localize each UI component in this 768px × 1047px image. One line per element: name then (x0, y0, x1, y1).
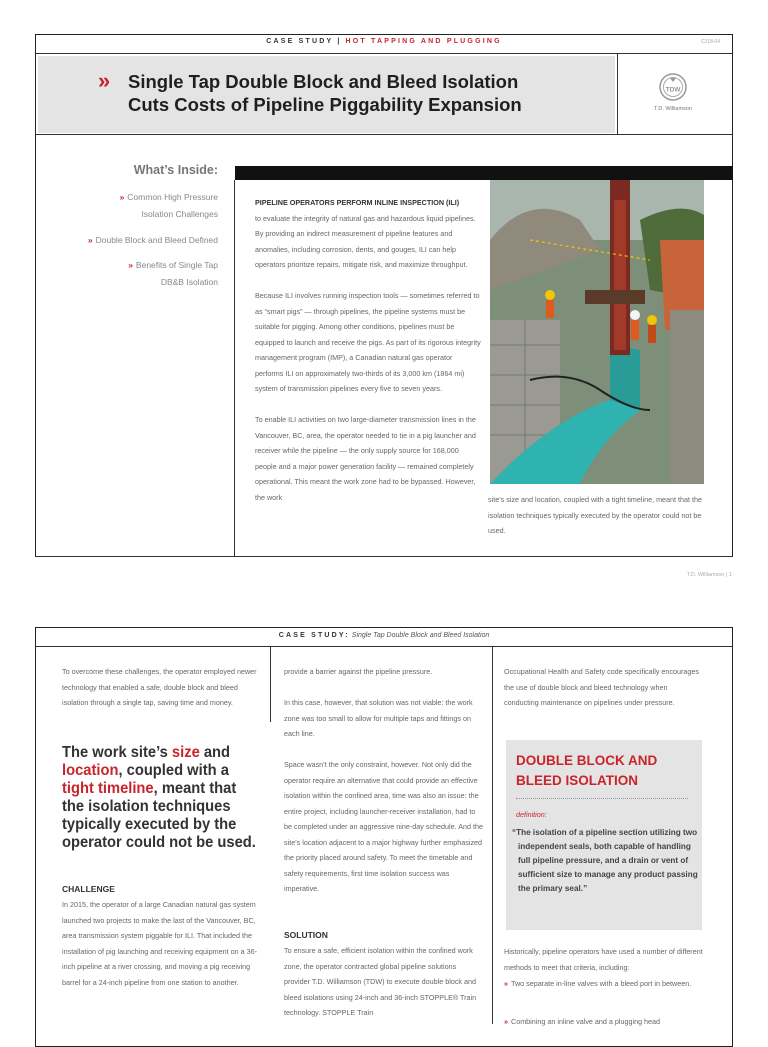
whats-inside-item: » Double Block and Bleed Defined (87, 235, 218, 245)
continued-paragraph: site’s size and location, coupled with a tight timeline, meant that the isolation techniques typically executed by the operator could not be used. (488, 495, 703, 535)
paragraph: Because ILI involves running inspection tools — sometimes referred to as “smart pigs” — through pipelines, the pipeline systems must be suitable for pigging. Among other conditions, pipelines must be equipped to launch and receive the pigs. As part of its rigorous integrity management program (IMP), a Canadian natural gas operator performs ILI on approximately two-thirds of its 3,000 km (1864 mi) system of transmission pipelines every five to seven years. (255, 291, 481, 393)
section-bar (235, 166, 733, 180)
lead-in: PIPELINE OPERATORS PERFORM INLINE INSPECTION (ILI) (255, 198, 460, 207)
pull-quote: The work site’s size and location, coupled with a tight timeline, meant that the isolation techniques typically executed by the operator could not be used. (62, 744, 256, 851)
chevron-icon: » (128, 260, 133, 270)
whats-inside-title: What’s Inside: (133, 163, 218, 177)
definition-quote: “The isolation of a pipeline section utilizing two independent seals, both capable of handling full pipeline pressure, and a drain or vent of sufficient size to manage any product passing the primary seal.” (512, 828, 698, 893)
case-study-header (35, 632, 733, 639)
page-footer: T.D. Williamson | 1 (686, 572, 732, 578)
paragraph: In 2015, the operator of a large Canadian natural gas system launched two projects to make the last of the Vancouver, BC, area transmission system piggable for ILI. That included the installation of pig launching and receiving equipment on a 36-inch pipeline at a river crossing, and moving a pig receiving barrel for a 24-inch pipeline from one station to another. (62, 900, 257, 987)
divider (35, 53, 733, 54)
case-study-label: CASE STUDY: (278, 632, 350, 639)
paragraph: Occupational Health and Safety code specifically encourages the use of double block and bleed technology when conducting maintenance on pipelines under pressure. (504, 667, 699, 707)
chevron-icon: » (119, 192, 125, 202)
bullet-item: » Combining an inline valve and a plugging head (504, 1017, 661, 1026)
document-code: C218-04 (700, 39, 720, 45)
whats-inside-item: » Benefits of Single Tap DB&B Isolation (128, 260, 218, 287)
chevron-icon: » (504, 979, 508, 988)
logo-name: T.D. Williamson (654, 106, 692, 112)
paragraph: To overcome these challenges, the operator employed newer technology that enabled a safe, double block and bleed isolation through a single tap, saving time and money. (62, 667, 257, 707)
paragraph: to evaluate the integrity of natural gas and hazardous liquid pipelines. By providing an indirect measurement of pipeline features and anomalies, including corrosion, dents, and gouges, ILI can help operators prioritize repairs, mitigate risk, and maximize throughput. (255, 213, 476, 269)
topic-label: HOT TAPPING AND PLUGGING (345, 38, 502, 45)
case-study-label: CASE STUDY (266, 38, 334, 45)
section-heading: SOLUTION (284, 930, 328, 940)
section-heading: CHALLENGE (62, 884, 115, 894)
logo-mark: TDW (665, 86, 681, 94)
dotted-divider (516, 798, 688, 799)
chevron-icon: » (98, 68, 107, 93)
header-separator: | (337, 38, 342, 45)
definition-title: DOUBLE BLOCK AND BLEED ISOLATION (516, 753, 658, 788)
title-line-1: Single Tap Double Block and Bleed Isolation (128, 71, 519, 92)
highlight: size (171, 744, 200, 761)
paragraph: Historically, pipeline operators have used a number of different methods to meet that criteria, including: (504, 947, 703, 972)
paragraph: To enable ILI activities on two large-diameter transmission lines in the Vancouver, BC, area, the operator needed to tie in a pig launcher and receiver while the pipeline — the only supply source for 168,000 people and a major power generation facility — remained completely operational. This meant the work zone had to be bypassed. However, the work (255, 415, 476, 502)
article-body (255, 195, 481, 521)
bullet-item: » Two separate in-line valves with a bleed port in between. (504, 979, 692, 988)
paragraph: provide a barrier against the pipeline pressure. (284, 667, 433, 676)
whats-inside-item: » Common High Pressure Isolation Challenges (119, 192, 218, 219)
title-line-2: Cuts Costs of Pipeline Piggability Expansion (128, 94, 522, 115)
chevron-icon: » (504, 1017, 508, 1026)
page-title (128, 70, 598, 116)
paragraph: In this case, however, that solution was not viable: the work zone was too small to allow for multiple taps and fittings on each line. (284, 698, 473, 738)
chevron-icon: » (87, 235, 93, 245)
divider (270, 646, 271, 722)
highlight: tight timeline (62, 780, 154, 797)
highlight: location (62, 762, 119, 779)
case-study-subtitle: Single Tap Double Block and Bleed Isolation (351, 632, 490, 639)
case-study-header (35, 38, 733, 52)
divider (234, 180, 235, 556)
definition-label: definition: (516, 810, 547, 819)
divider (492, 646, 493, 1024)
paragraph: Space wasn’t the only constraint, however. Not only did the operator require an alternative that could provide an effective isolation within the confined area, time was also an issue: the entire project, including launcher-receiver installation, had to be completed under an aggressive nine-day schedule. And the site’s location adjacent to a major highway further emphasized the priority placed around safety. To meet the timetable and safety requirements, first time isolation success was imperative. (284, 760, 483, 893)
pipeline-site-photo (490, 180, 704, 484)
column-2-text (284, 664, 484, 912)
divider (35, 556, 733, 557)
divider (35, 134, 733, 135)
divider (35, 646, 733, 647)
paragraph: To ensure a safe, efficient isolation within the confined work zone, the operator contracted global pipeline solutions provider T.D. Williamson (TDW) to execute double block and bleed isolations using 24-inch and 36-inch STOPPLE® Train technology. STOPPLE Train (284, 946, 477, 1017)
divider (617, 54, 618, 134)
tdw-logo-icon (658, 72, 688, 102)
